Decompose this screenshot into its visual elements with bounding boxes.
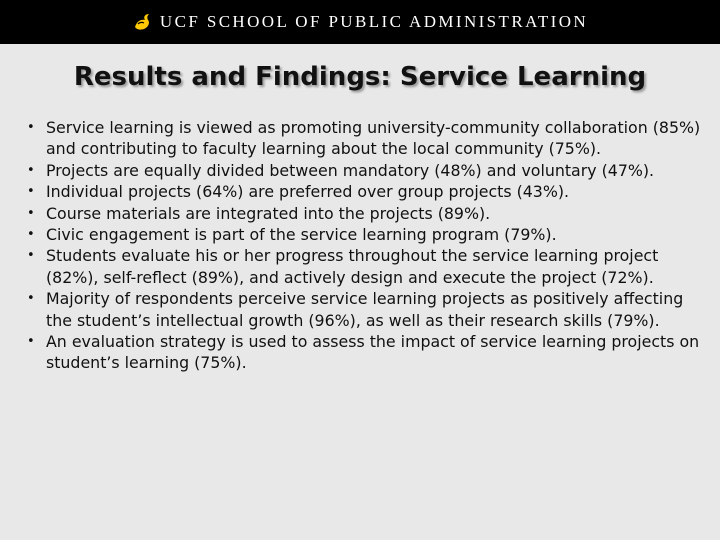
bullet-item	[27, 160, 707, 181]
bullet-item	[27, 224, 707, 245]
slide-title: Results and Findings: Service Learning	[73, 62, 647, 92]
bullet-dot: •	[27, 334, 35, 350]
bullet-text: Majority of respondents perceive service learning projects as positively affecting the student’s intellectual growth (96%), as well as their research skills (79%).	[46, 289, 684, 330]
bullet-dot: •	[27, 205, 35, 221]
bullet-dot: •	[27, 184, 35, 200]
bullet-dot: •	[27, 227, 35, 243]
bullet-text: Course materials are integrated into the projects (89%).	[46, 203, 491, 223]
bullet-dot: •	[27, 120, 35, 135]
pegasus-logo-icon	[132, 12, 152, 32]
bullet-item	[27, 203, 707, 224]
bullet-text: Service learning is viewed as promoting university-community collaboration (85%) and contributing to faculty learning about the local community (75%).	[46, 118, 701, 159]
bullet-text: An evaluation strategy is used to assess the impact of service learning projects on student’s learning (75%).	[46, 332, 700, 373]
org-name: UCF SCHOOL OF PUBLIC ADMINISTRATION	[159, 12, 589, 31]
bullet-dot: •	[27, 291, 35, 307]
bullet-dot: •	[27, 162, 35, 178]
bullet-text: Civic engagement is part of the service learning program (79%).	[46, 225, 557, 245]
bullet-text: Individual projects (64%) are preferred over group projects (43%).	[46, 182, 570, 202]
bullet-list	[27, 117, 707, 374]
bullet-item	[27, 331, 707, 374]
bullet-text: Projects are equally divided between mandatory (48%) and voluntary (47%).	[46, 160, 655, 180]
bullet-text: Students evaluate his or her progress throughout the service learning project (82%), self-reflect (89%), and actively design and execute the project (72%).	[46, 246, 659, 287]
bullet-dot: •	[27, 248, 35, 264]
bullet-item	[27, 117, 707, 160]
bullet-item	[27, 245, 707, 288]
header-bar	[0, 0, 720, 44]
bullet-item	[27, 288, 707, 331]
bullet-item	[27, 181, 707, 202]
